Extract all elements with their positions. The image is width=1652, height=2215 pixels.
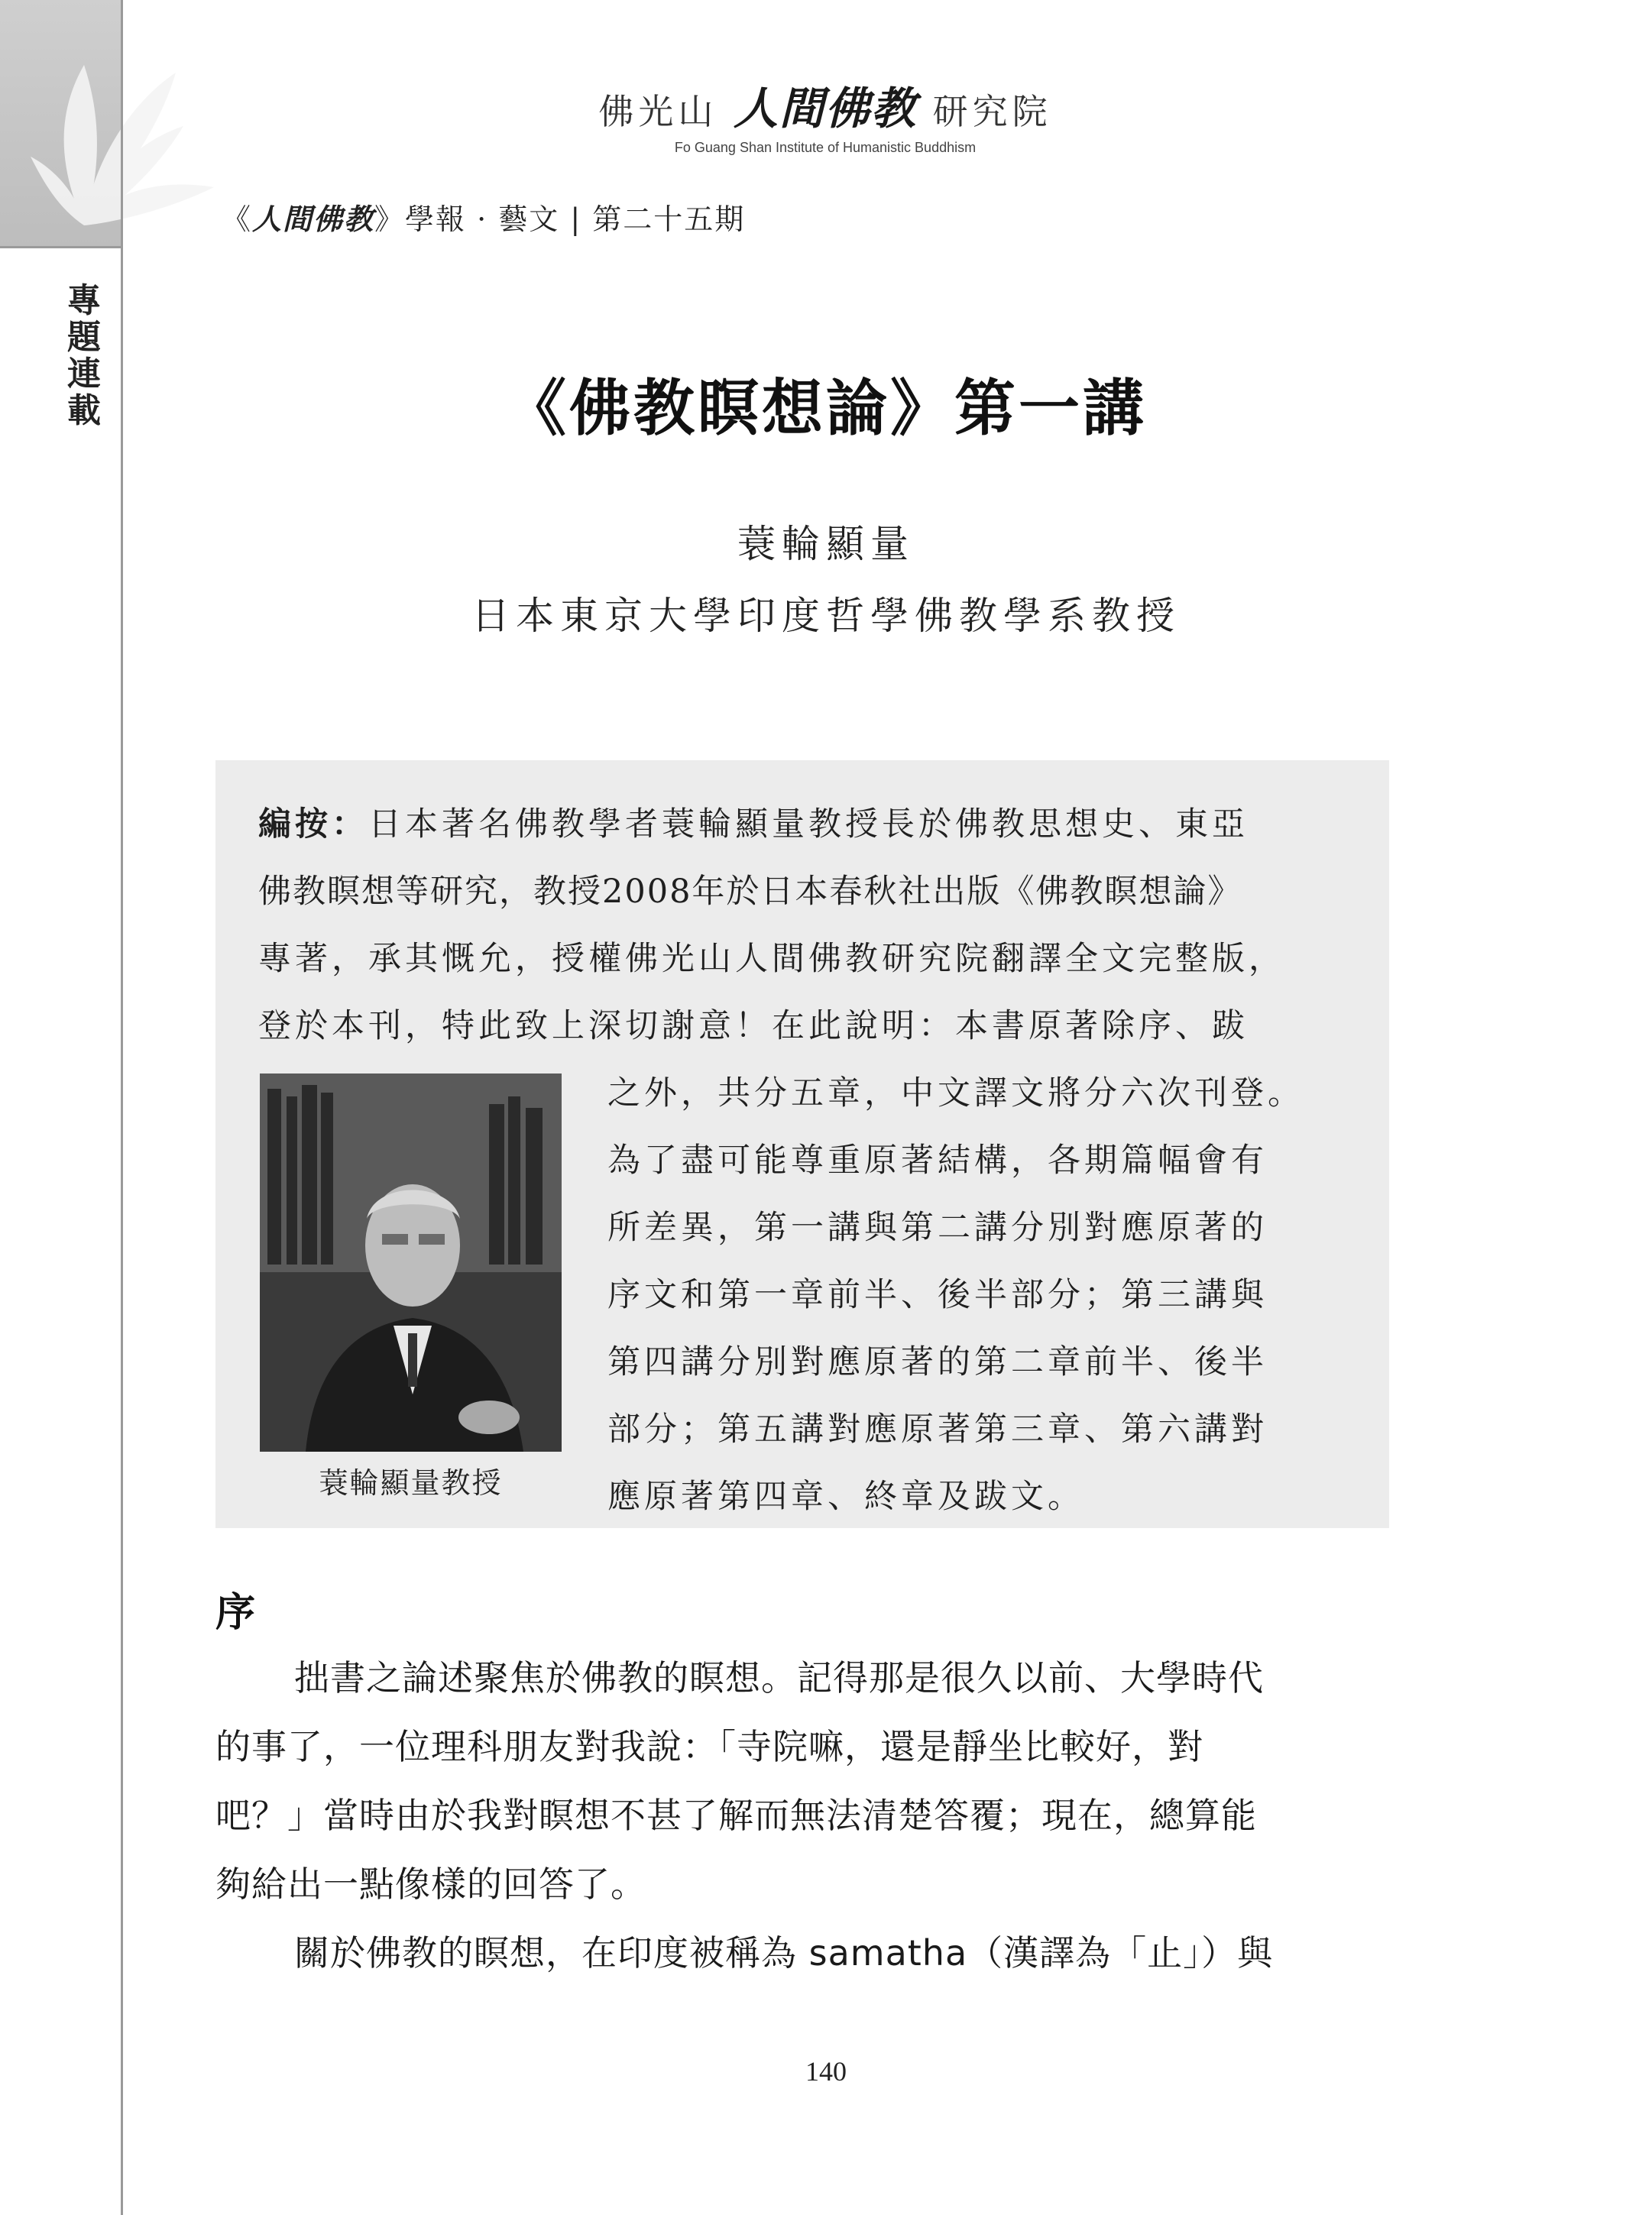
- author-photo: [260, 1073, 562, 1452]
- running-head: [222, 196, 745, 238]
- lotus-flower-icon: [31, 34, 245, 248]
- tab-divider: [0, 246, 122, 248]
- side-label-char: 載: [67, 391, 101, 430]
- note-text: 日本著名佛教學者蓑輪顯量教授長於佛教思想史、東亞: [368, 805, 1249, 844]
- note-line: 序文和第一章前半、後半部分；第三講與: [607, 1276, 1268, 1314]
- body-line: 拙書之論述聚焦於佛教的瞑想。記得那是很久以前、大學時代: [294, 1657, 1264, 1698]
- journal-brand: 人間佛教: [252, 202, 375, 236]
- side-label-char: 題: [67, 318, 101, 357]
- body-line: 夠給出一點像樣的回答了。: [215, 1864, 646, 1905]
- side-label-char: 連: [67, 355, 101, 393]
- side-label-char: 專: [67, 281, 101, 320]
- note-line: 佛教瞑想等研究，教授2008年於日本春秋社出版《佛教瞑想論》: [258, 873, 1242, 911]
- note-label: 編按：: [258, 805, 368, 844]
- institute-logo: [565, 73, 1085, 156]
- note-line: 之外，共分五章，中文譯文將分六次刊登。: [607, 1074, 1304, 1112]
- page-number: 140: [805, 2056, 847, 2087]
- photo-caption: 蓑輪顯量教授: [319, 1466, 503, 1500]
- running-head-open: 《: [222, 202, 253, 236]
- article-title: 《佛教瞑想論》第一講: [505, 372, 1147, 444]
- note-line: [258, 798, 1249, 845]
- margin-rule: [121, 0, 123, 2215]
- author-affiliation: 日本東京大學印度哲學佛教學系教授: [471, 594, 1181, 638]
- institute-suffix: 研究院: [932, 91, 1052, 132]
- article-author: 蓑輪顯量: [737, 522, 915, 566]
- note-line: 專著，承其慨允，授權佛光山人間佛教研究院翻譯全文完整版，: [258, 940, 1285, 978]
- note-line: 應原著第四章、終章及跋文。: [607, 1478, 1084, 1516]
- note-line: 部分；第五講對應原著第三章、第六講對: [607, 1410, 1268, 1449]
- body-line: 的事了，一位理科朋友對我說：「寺院嘛，還是靜坐比較好，對: [215, 1726, 1203, 1767]
- section-heading: 序: [215, 1589, 256, 1636]
- author-portrait-image: [260, 1073, 562, 1452]
- note-line: 登於本刊，特此致上深切謝意！在此說明：本書原著除序、跋: [258, 1007, 1249, 1045]
- institute-name-en: Fo Guang Shan Institute of Humanistic Buddhism: [674, 140, 977, 155]
- running-head-rest: 》學報 · 藝文 | 第二十五期: [374, 202, 746, 236]
- note-line: 為了盡可能尊重原著結構，各期篇幅會有: [607, 1142, 1268, 1180]
- body-line: 關於佛教的瞑想，在印度被稱為 samatha（漢譯為「止」）與: [294, 1932, 1274, 1974]
- institute-name-cn: [565, 73, 1085, 137]
- note-line: 所差異，第一講與第二講分別對應原著的: [607, 1209, 1268, 1247]
- body-line: 吧？」當時由於我對瞑想不甚了解而無法清楚答覆；現在，總算能: [215, 1795, 1257, 1836]
- institute-prefix: 佛光山: [598, 91, 718, 132]
- note-line: 第四講分別對應原著的第二章前半、後半: [607, 1343, 1268, 1381]
- institute-brand: 人間佛教: [733, 83, 917, 134]
